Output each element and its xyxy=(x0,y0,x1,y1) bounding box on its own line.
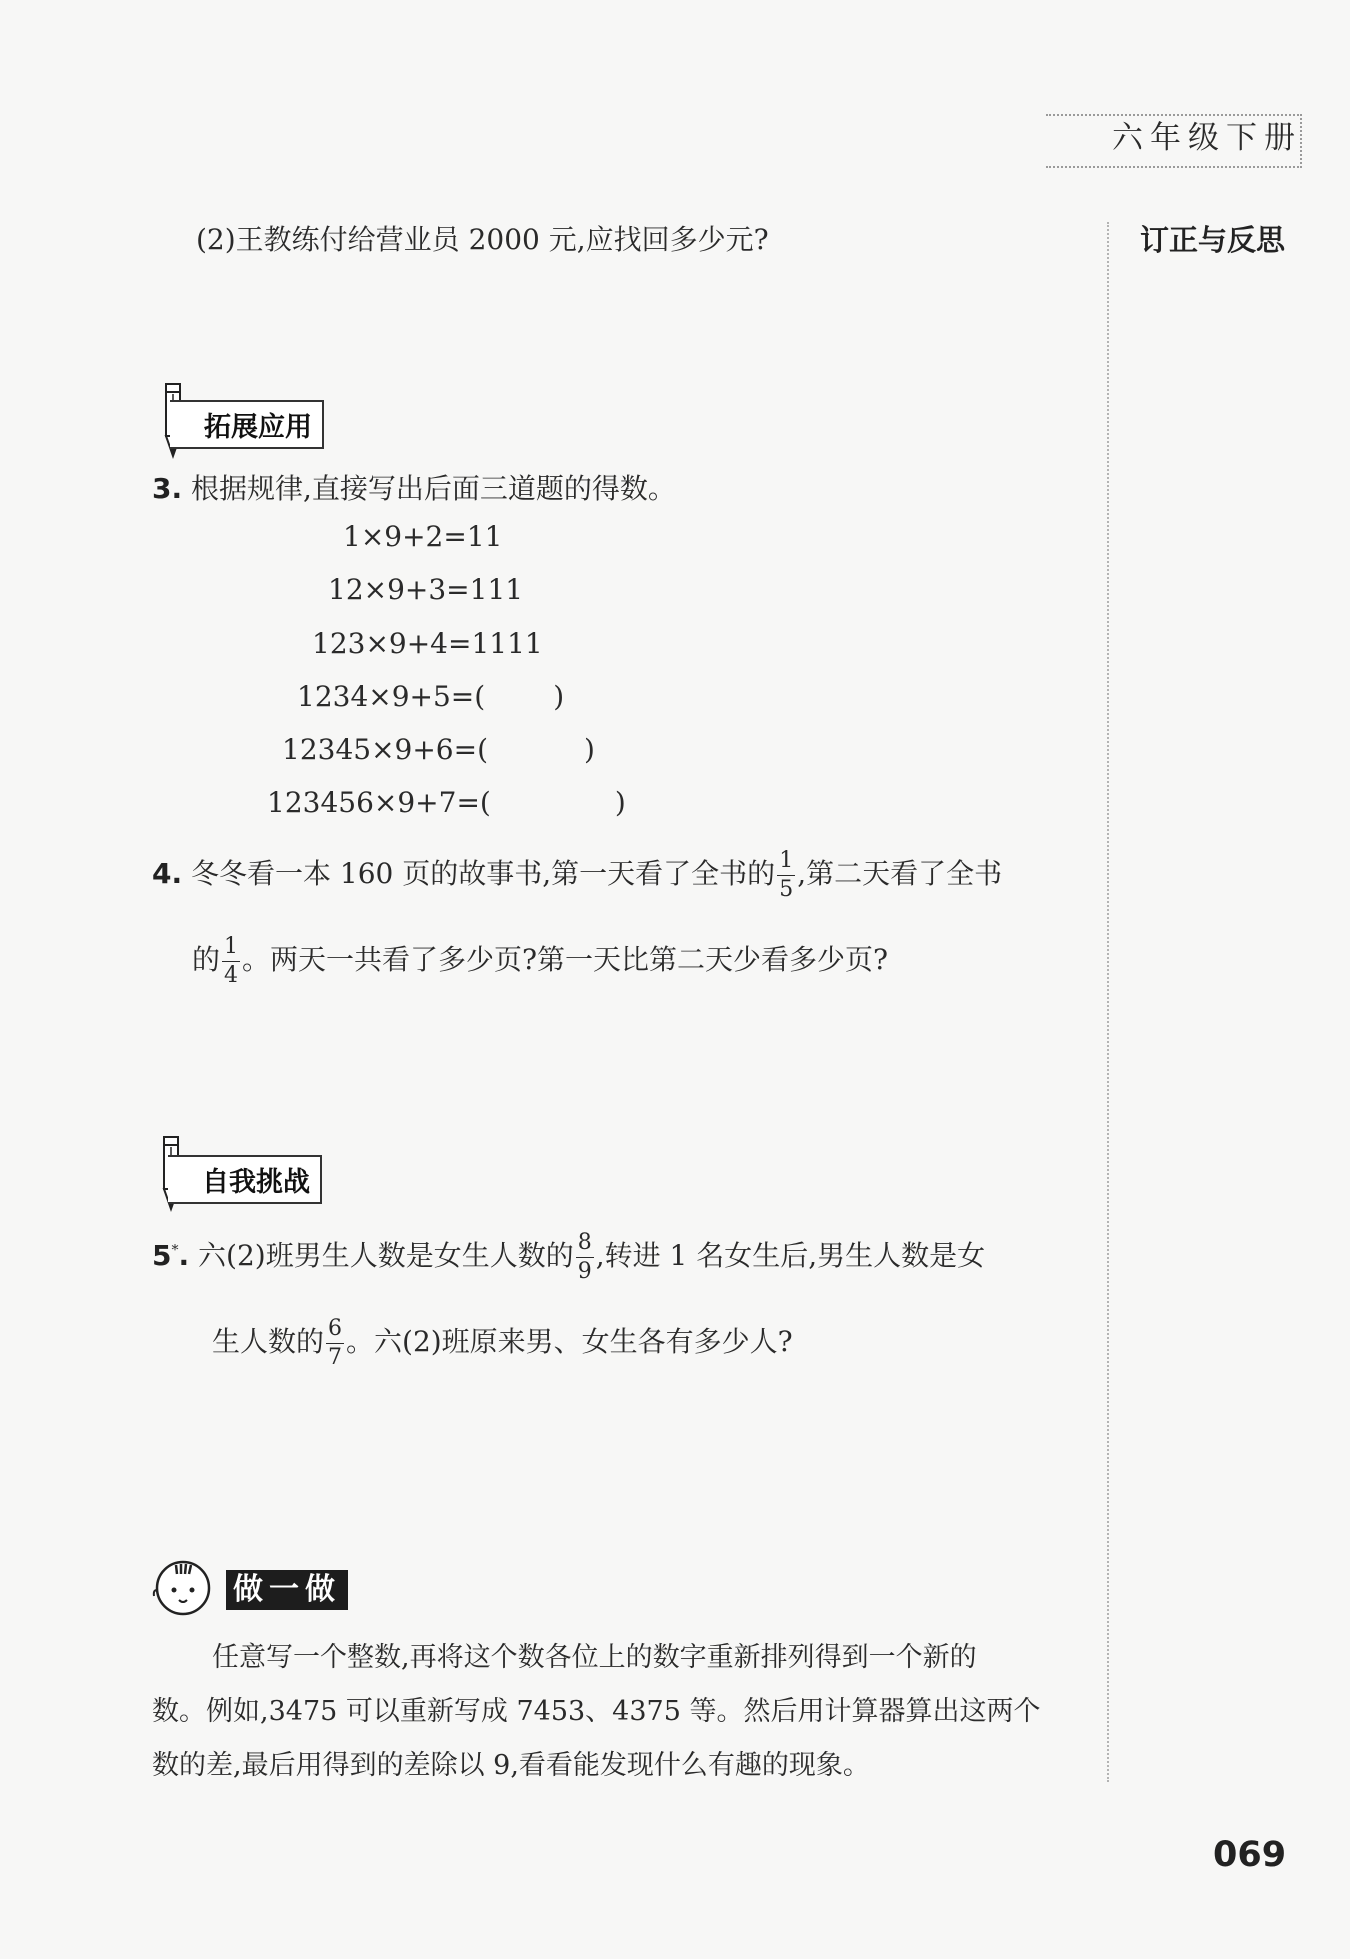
activity-line: 数的差,最后用得到的差除以 9,看看能发现什么有趣的现象。 xyxy=(152,1750,870,1781)
fraction-denominator: 4 xyxy=(224,963,239,988)
equation-prompt: 123456×9+7=( xyxy=(267,786,491,819)
question-5-number: 5 xyxy=(152,1239,172,1272)
question-4-text: ,第二天看了全书 xyxy=(797,857,1003,890)
question-5-dot: . xyxy=(178,1239,190,1272)
fraction-numerator: 8 xyxy=(576,1232,594,1258)
question-2-part-2: (2)王教练付给营业员 2000 元,应找回多少元? xyxy=(196,223,769,256)
correction-column-title: 订正与反思 xyxy=(1140,223,1286,257)
fraction-numerator: 6 xyxy=(326,1318,344,1344)
question-5-line-1 xyxy=(152,1232,985,1283)
question-5-text: 。六(2)班原来男、女生各有多少人? xyxy=(346,1325,793,1358)
equation-line: 1×9+2=11 xyxy=(343,520,503,553)
fraction xyxy=(326,1318,344,1369)
equation-prompt: 1234×9+5=( xyxy=(297,680,486,713)
activity-line: 数。例如,3475 可以重新写成 7453、4375 等。然后用计算器算出这两个 xyxy=(152,1696,1041,1727)
section-challenge-label: 自我挑战 xyxy=(202,1167,310,1198)
question-5-text: 六(2)班男生人数是女生人数的 xyxy=(198,1239,574,1272)
fraction xyxy=(576,1232,594,1283)
equation-answer-line xyxy=(267,786,626,819)
fraction-denominator: 5 xyxy=(779,877,794,902)
activity-badge: 做一做 xyxy=(226,1570,348,1610)
question-4-text: 。两天一共看了多少页?第一天比第二天少看多少页? xyxy=(242,943,889,976)
section-challenge-badge xyxy=(168,1155,322,1204)
answer-blank-close: ) xyxy=(553,680,565,713)
question-3-text: 根据规律,直接写出后面三道题的得数。 xyxy=(191,472,676,505)
question-5-text: ,转进 1 名女生后,男生人数是女 xyxy=(595,1239,986,1272)
fraction xyxy=(777,850,795,901)
answer-blank-close: ) xyxy=(584,733,595,766)
equation-line: 12×9+3=111 xyxy=(328,573,524,606)
question-4-text: 冬冬看一本 160 页的故事书,第一天看了全书的 xyxy=(191,857,776,890)
equation-line: 123×9+4=1111 xyxy=(312,627,543,660)
question-3-number: 3. xyxy=(152,472,183,505)
section-extend-label: 拓展应用 xyxy=(204,412,312,443)
question-4-text: 的 xyxy=(192,943,221,976)
fraction xyxy=(222,936,240,987)
activity-line: 任意写一个整数,再将这个数各位上的数字重新排列得到一个新的 xyxy=(212,1642,977,1673)
question-4-line-1 xyxy=(152,850,1002,901)
question-5-line-2 xyxy=(212,1318,793,1369)
fraction-denominator: 9 xyxy=(577,1259,592,1284)
fraction-numerator: 1 xyxy=(777,850,795,876)
challenge-star: * xyxy=(171,1242,179,1259)
fraction-numerator: 1 xyxy=(222,936,240,962)
fraction-denominator: 7 xyxy=(328,1345,343,1370)
answer-blank-close: ) xyxy=(614,786,626,819)
question-4-number: 4. xyxy=(152,857,183,890)
margin-divider xyxy=(1107,222,1109,1782)
question-5-text: 生人数的 xyxy=(212,1325,325,1358)
question-4-line-2 xyxy=(192,936,888,987)
page-number: 069 xyxy=(1213,1835,1287,1875)
grade-label: 六年级下册 xyxy=(1112,120,1302,156)
kid-face-icon xyxy=(150,1556,216,1618)
equation-prompt: 12345×9+6=( xyxy=(282,733,489,766)
question-3 xyxy=(152,467,676,507)
section-extend-badge xyxy=(170,400,324,449)
equation-answer-line xyxy=(297,680,564,713)
equation-answer-line xyxy=(282,733,595,766)
